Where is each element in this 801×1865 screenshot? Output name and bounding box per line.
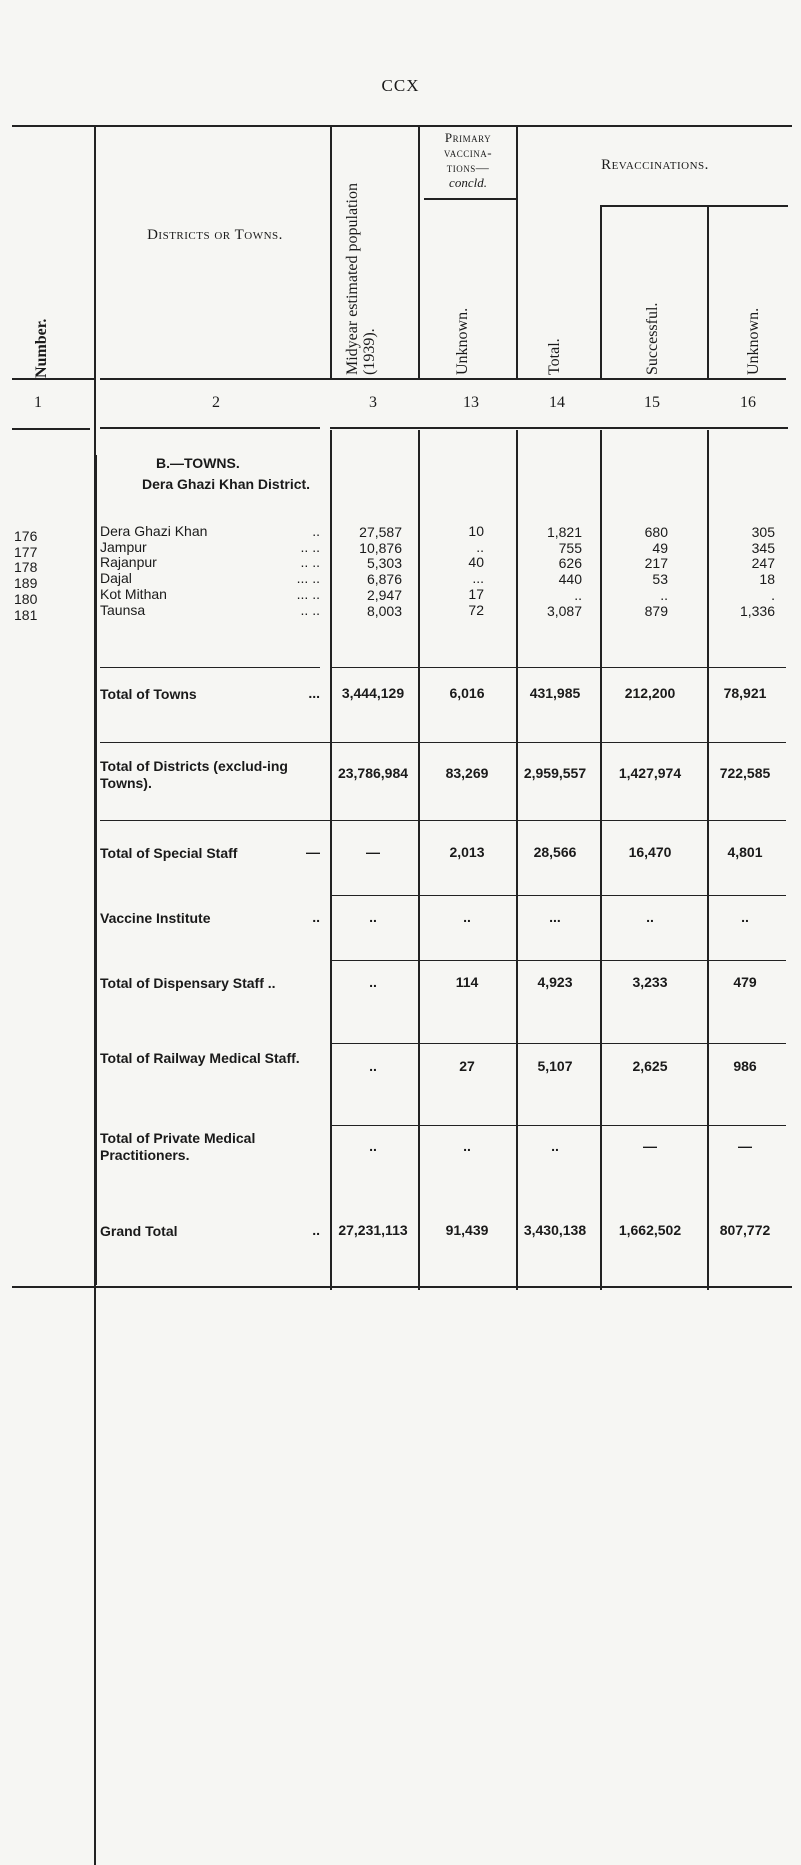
page-number: CCX [381,76,420,95]
town-name: Rajanpur [100,554,157,570]
revac-successful-total: 16,470 [628,844,672,860]
primary-unknown-total: 91,439 [445,1222,489,1238]
unknown-primary-header: Unknown. [454,307,471,375]
revac-total-total: 3,430,138 [523,1222,587,1238]
population-total: .. [369,1138,377,1154]
revac-unknown-value: 305 [751,524,775,540]
population-value: 10,876 [359,540,402,556]
revac-successful-total: — [643,1138,657,1154]
primary-unknown-total: 83,269 [445,765,489,781]
revac-total-total: 4,923 [537,974,573,990]
revac-unknown-value: 247 [751,555,775,571]
total-row-label: Vaccine Institute [100,910,211,926]
revac-successful-value: 680 [644,524,668,540]
revac-unknown-value: 18 [759,571,775,587]
population-total: .. [369,1058,377,1074]
colno-16: 16 [740,394,756,411]
leader-dots: ... .. [296,586,320,602]
colno-15: 15 [644,394,660,411]
total-row-label: Total of Districts (exclud-ing Towns). [100,758,288,791]
primary-unknown-total: 114 [455,974,479,990]
revac-total-total: .. [551,1138,559,1154]
colno-14: 14 [549,394,565,411]
revac-unknown-total: 479 [733,974,757,990]
town-name: Dera Ghazi Khan [100,523,208,539]
primary-line-1: Primary [444,130,492,145]
revac-unknown-total: .. [741,909,749,925]
primary-unknown-total: 6,016 [449,685,485,701]
total-row-label: Total of Special Staff [100,845,238,861]
revac-unknown-total: — [738,1138,752,1154]
row-number: 178 [14,559,38,575]
revac-successful-total: 212,200 [624,685,676,701]
total-row-label: Total of Private Medical Practitioners. [100,1130,256,1163]
town-name: Kot Mithan [100,586,167,602]
population-total: .. [369,909,377,925]
revac-total-value: 626 [558,555,582,571]
revac-successful-total: .. [646,909,654,925]
leader-dots: ... .. [296,570,320,586]
section-title: B.—TOWNS. [156,455,240,471]
colno-13: 13 [463,394,479,411]
row-number: 177 [14,544,38,560]
revac-successful-total: 1,662,502 [618,1222,682,1238]
revac-total-value: .. [574,587,582,603]
colno-3: 3 [369,394,377,411]
primary-unknown-total: 27 [459,1058,475,1074]
population-total: .. [369,974,377,990]
population-value: 2,947 [366,587,402,603]
population-total: 3,444,129 [341,685,405,701]
revac-total-value: 440 [558,571,582,587]
row-number: 180 [14,591,38,607]
revac-total-total: 28,566 [533,844,577,860]
town-name: Dajal [100,570,132,586]
leader-dots: .. [312,523,320,539]
revac-successful-header: Successful. [644,302,661,375]
district-title: Dera Ghazi Khan District. [142,476,311,492]
revac-total-value: 755 [558,540,582,556]
population-total: 23,786,984 [337,765,409,781]
primary-unknown-total: .. [463,909,471,925]
primary-line-3: tions— [446,160,490,175]
revac-successful-value: 49 [652,540,668,556]
population-value: 27,587 [359,524,402,540]
revac-successful-value: 53 [652,571,668,587]
primary-line-2: vaccina- [443,145,493,160]
revac-successful-total: 2,625 [632,1058,668,1074]
population-column-header: Midyear estimated population (1939). [344,183,378,375]
revac-successful-total: 1,427,974 [618,765,682,781]
revac-unknown-value: 345 [751,540,775,556]
revac-unknown-total: 4,801 [727,844,763,860]
revac-unknown-total: 722,585 [719,765,771,781]
primary-unknown-value: .. [476,539,484,555]
leader-dots: ... [308,685,320,701]
total-row-label: Total of Towns [100,686,197,702]
primary-unknown-value: 72 [468,602,484,618]
leader-dots: .. .. [300,554,320,570]
primary-line-4: concld. [449,175,487,190]
revac-successful-total: 3,233 [632,974,668,990]
revac-successful-value: .. [660,587,668,603]
total-row-label: Total of Railway Medical Staff. [100,1050,300,1066]
population-value: 8,003 [366,603,402,619]
revac-unknown-header: Unknown. [745,307,762,375]
revac-total-total: 431,985 [529,685,581,701]
leader-dots: — [306,844,320,860]
primary-unknown-value: 40 [468,554,484,570]
town-name: Jampur [100,539,147,555]
leader-dots: .. [312,1222,320,1238]
leader-dots: .. [312,909,320,925]
revac-total-total: 5,107 [537,1058,573,1074]
revac-unknown-total: 78,921 [723,685,767,701]
row-number: 176 [14,528,38,544]
total-row-label: Grand Total [100,1223,178,1239]
revac-unknown-value: . [771,587,775,603]
population-total: — [366,844,380,860]
population-value: 5,303 [366,555,402,571]
districts-column-header: Districts or Towns. [147,227,283,243]
revac-unknown-value: 1,336 [739,603,775,619]
primary-unknown-value: 10 [468,523,484,539]
primary-unknown-value: 17 [468,586,484,602]
primary-unknown-total: 2,013 [449,844,485,860]
revac-total-total: 2,959,557 [523,765,587,781]
colno-1: 1 [34,394,42,411]
population-total: 27,231,113 [338,1222,408,1238]
number-column-header: Number. [33,318,50,378]
population-value: 6,876 [366,571,402,587]
primary-vaccinations-group-header [418,130,518,190]
leader-dots: .. .. [300,539,320,555]
row-number: 189 [14,575,38,591]
primary-unknown-total: .. [463,1138,471,1154]
total-row-label: Total of Dispensary Staff .. [100,975,276,991]
leader-dots: .. .. [300,602,320,618]
revaccinations-group-header: Revaccinations. [601,157,709,173]
revac-successful-value: 217 [644,555,668,571]
colno-2: 2 [212,394,220,411]
row-number: 181 [14,607,38,623]
revac-total-total: ... [549,909,561,925]
revac-total-value: 3,087 [546,603,582,619]
town-name: Taunsa [100,602,146,618]
revac-total-header: Total. [546,338,563,375]
revac-total-value: 1,821 [546,524,582,540]
revac-unknown-total: 986 [733,1058,757,1074]
revac-unknown-total: 807,772 [719,1222,771,1238]
revac-successful-value: 879 [644,603,668,619]
primary-unknown-value: ... [472,570,484,586]
